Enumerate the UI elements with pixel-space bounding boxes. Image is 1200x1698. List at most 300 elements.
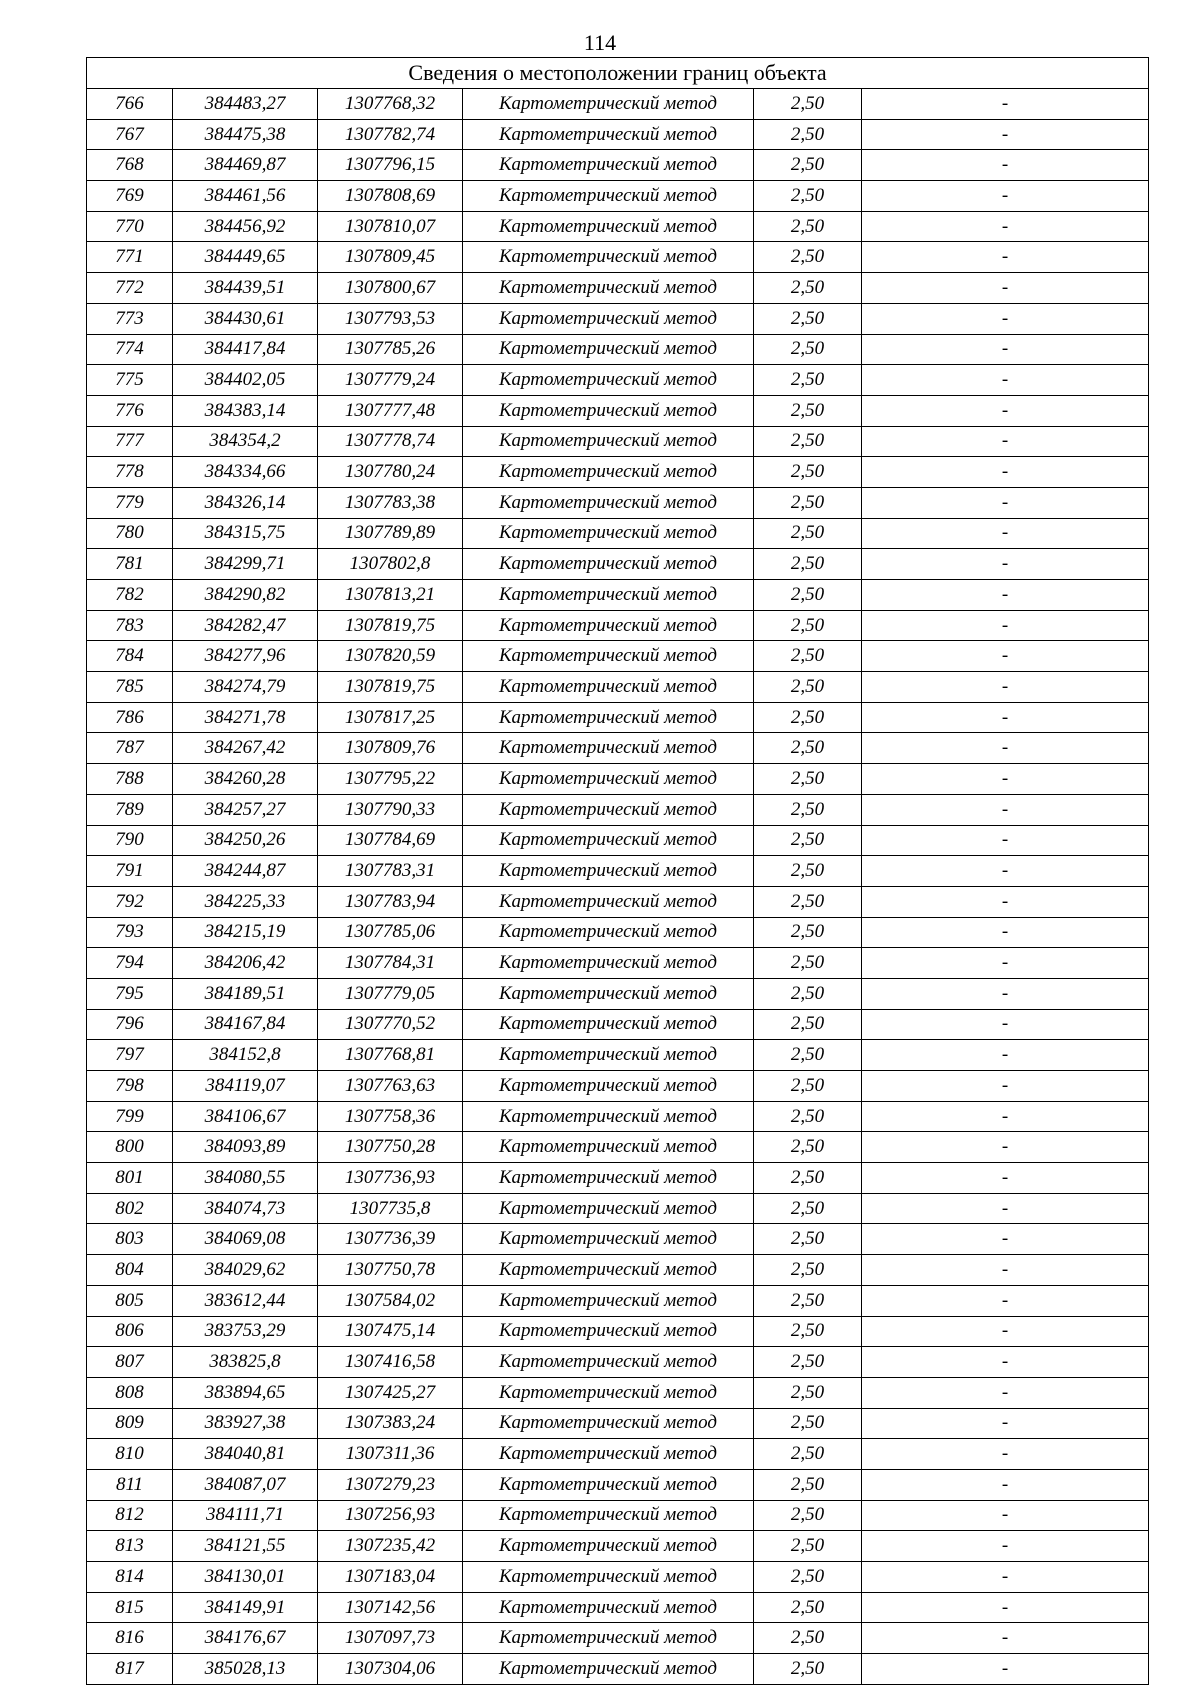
accuracy-cell: 2,50 [754,856,862,887]
table-row [87,89,1149,120]
table-row [87,1101,1149,1132]
table-row [87,1163,1149,1194]
method-cell: Картометрический метод [463,641,754,672]
description-cell: - [862,948,1149,979]
method-cell: Картометрический метод [463,1285,754,1316]
method-cell: Картометрический метод [463,886,754,917]
method-cell: Картометрический метод [463,917,754,948]
method-cell: Картометрический метод [463,1071,754,1102]
accuracy-cell: 2,50 [754,733,862,764]
method-cell: Картометрический метод [463,518,754,549]
accuracy-cell: 2,50 [754,426,862,457]
description-cell: - [862,549,1149,580]
description-cell: - [862,518,1149,549]
y-coordinate-cell: 1307780,24 [318,457,463,488]
accuracy-cell: 2,50 [754,181,862,212]
y-coordinate-cell: 1307783,31 [318,856,463,887]
description-cell: - [862,1408,1149,1439]
y-coordinate-cell: 1307809,45 [318,242,463,273]
method-cell: Картометрический метод [463,549,754,580]
method-cell: Картометрический метод [463,242,754,273]
x-coordinate-cell: 384069,08 [173,1224,318,1255]
point-number-cell: 785 [87,672,173,703]
table-row [87,1654,1149,1685]
description-cell: - [862,457,1149,488]
method-cell: Картометрический метод [463,610,754,641]
method-cell: Картометрический метод [463,1132,754,1163]
x-coordinate-cell: 384189,51 [173,978,318,1009]
description-cell: - [862,825,1149,856]
description-cell: - [862,181,1149,212]
description-cell: - [862,1562,1149,1593]
point-number-cell: 808 [87,1377,173,1408]
table-row [87,1439,1149,1470]
point-number-cell: 798 [87,1071,173,1102]
description-cell: - [862,1654,1149,1685]
y-coordinate-cell: 1307819,75 [318,672,463,703]
accuracy-cell: 2,50 [754,1009,862,1040]
y-coordinate-cell: 1307416,58 [318,1347,463,1378]
method-cell: Картометрический метод [463,119,754,150]
y-coordinate-cell: 1307810,07 [318,211,463,242]
x-coordinate-cell: 384315,75 [173,518,318,549]
point-number-cell: 795 [87,978,173,1009]
point-number-cell: 778 [87,457,173,488]
point-number-cell: 772 [87,273,173,304]
table-row [87,641,1149,672]
y-coordinate-cell: 1307142,56 [318,1592,463,1623]
table-row [87,672,1149,703]
description-cell: - [862,150,1149,181]
y-coordinate-cell: 1307809,76 [318,733,463,764]
point-number-cell: 791 [87,856,173,887]
y-coordinate-cell: 1307475,14 [318,1316,463,1347]
accuracy-cell: 2,50 [754,1101,862,1132]
y-coordinate-cell: 1307584,02 [318,1285,463,1316]
method-cell: Картометрический метод [463,1623,754,1654]
accuracy-cell: 2,50 [754,365,862,396]
description-cell: - [862,487,1149,518]
point-number-cell: 805 [87,1285,173,1316]
accuracy-cell: 2,50 [754,702,862,733]
description-cell: - [862,242,1149,273]
x-coordinate-cell: 384430,61 [173,303,318,334]
point-number-cell: 810 [87,1439,173,1470]
description-cell: - [862,856,1149,887]
method-cell: Картометрический метод [463,487,754,518]
accuracy-cell: 2,50 [754,1592,862,1623]
accuracy-cell: 2,50 [754,1193,862,1224]
point-number-cell: 790 [87,825,173,856]
method-cell: Картометрический метод [463,1531,754,1562]
description-cell: - [862,764,1149,795]
description-cell: - [862,1040,1149,1071]
x-coordinate-cell: 383753,29 [173,1316,318,1347]
accuracy-cell: 2,50 [754,825,862,856]
method-cell: Картометрический метод [463,1654,754,1685]
table-row [87,181,1149,212]
method-cell: Картометрический метод [463,1101,754,1132]
accuracy-cell: 2,50 [754,1439,862,1470]
point-number-cell: 809 [87,1408,173,1439]
page-number: 114 [583,30,617,55]
method-cell: Картометрический метод [463,764,754,795]
point-number-cell: 787 [87,733,173,764]
accuracy-cell: 2,50 [754,886,862,917]
accuracy-cell: 2,50 [754,1285,862,1316]
y-coordinate-cell: 1307779,24 [318,365,463,396]
x-coordinate-cell: 384029,62 [173,1255,318,1286]
point-number-cell: 782 [87,580,173,611]
x-coordinate-cell: 384282,47 [173,610,318,641]
description-cell: - [862,794,1149,825]
method-cell: Картометрический метод [463,303,754,334]
x-coordinate-cell: 384244,87 [173,856,318,887]
accuracy-cell: 2,50 [754,610,862,641]
table-title-row [87,58,1149,89]
method-cell: Картометрический метод [463,211,754,242]
point-number-cell: 780 [87,518,173,549]
x-coordinate-cell: 384483,27 [173,89,318,120]
y-coordinate-cell: 1307777,48 [318,395,463,426]
y-coordinate-cell: 1307750,78 [318,1255,463,1286]
method-cell: Картометрический метод [463,1224,754,1255]
y-coordinate-cell: 1307304,06 [318,1654,463,1685]
accuracy-cell: 2,50 [754,1531,862,1562]
y-coordinate-cell: 1307768,32 [318,89,463,120]
x-coordinate-cell: 384074,73 [173,1193,318,1224]
x-coordinate-cell: 384130,01 [173,1562,318,1593]
table-row [87,211,1149,242]
method-cell: Картометрический метод [463,1562,754,1593]
y-coordinate-cell: 1307817,25 [318,702,463,733]
y-coordinate-cell: 1307789,89 [318,518,463,549]
y-coordinate-cell: 1307802,8 [318,549,463,580]
x-coordinate-cell: 383825,8 [173,1347,318,1378]
method-cell: Картометрический метод [463,1439,754,1470]
x-coordinate-cell: 384277,96 [173,641,318,672]
y-coordinate-cell: 1307790,33 [318,794,463,825]
table-row [87,1562,1149,1593]
y-coordinate-cell: 1307768,81 [318,1040,463,1071]
accuracy-cell: 2,50 [754,1224,862,1255]
point-number-cell: 766 [87,89,173,120]
table-row [87,150,1149,181]
x-coordinate-cell: 384439,51 [173,273,318,304]
table-row [87,948,1149,979]
y-coordinate-cell: 1307383,24 [318,1408,463,1439]
description-cell: - [862,89,1149,120]
x-coordinate-cell: 384111,71 [173,1500,318,1531]
description-cell: - [862,365,1149,396]
point-number-cell: 806 [87,1316,173,1347]
y-coordinate-cell: 1307795,22 [318,764,463,795]
point-number-cell: 775 [87,365,173,396]
y-coordinate-cell: 1307750,28 [318,1132,463,1163]
point-number-cell: 784 [87,641,173,672]
accuracy-cell: 2,50 [754,395,862,426]
table-row [87,580,1149,611]
table-row [87,794,1149,825]
y-coordinate-cell: 1307779,05 [318,978,463,1009]
point-number-cell: 800 [87,1132,173,1163]
description-cell: - [862,1531,1149,1562]
description-cell: - [862,1009,1149,1040]
x-coordinate-cell: 383927,38 [173,1408,318,1439]
table-row [87,1071,1149,1102]
description-cell: - [862,580,1149,611]
accuracy-cell: 2,50 [754,978,862,1009]
y-coordinate-cell: 1307311,36 [318,1439,463,1470]
y-coordinate-cell: 1307770,52 [318,1009,463,1040]
point-number-cell: 802 [87,1193,173,1224]
accuracy-cell: 2,50 [754,211,862,242]
table-row [87,978,1149,1009]
point-number-cell: 771 [87,242,173,273]
point-number-cell: 770 [87,211,173,242]
accuracy-cell: 2,50 [754,89,862,120]
table-row [87,1592,1149,1623]
x-coordinate-cell: 384383,14 [173,395,318,426]
accuracy-cell: 2,50 [754,764,862,795]
description-cell: - [862,1071,1149,1102]
point-number-cell: 804 [87,1255,173,1286]
point-number-cell: 799 [87,1101,173,1132]
description-cell: - [862,1623,1149,1654]
method-cell: Картометрический метод [463,794,754,825]
method-cell: Картометрический метод [463,273,754,304]
method-cell: Картометрический метод [463,89,754,120]
description-cell: - [862,119,1149,150]
table-row [87,886,1149,917]
y-coordinate-cell: 1307783,38 [318,487,463,518]
table-row [87,365,1149,396]
point-number-cell: 768 [87,150,173,181]
point-number-cell: 776 [87,395,173,426]
method-cell: Картометрический метод [463,1009,754,1040]
table-row [87,549,1149,580]
y-coordinate-cell: 1307793,53 [318,303,463,334]
method-cell: Картометрический метод [463,365,754,396]
point-number-cell: 807 [87,1347,173,1378]
x-coordinate-cell: 384176,67 [173,1623,318,1654]
table-row [87,119,1149,150]
table-row [87,1040,1149,1071]
y-coordinate-cell: 1307758,36 [318,1101,463,1132]
y-coordinate-cell: 1307820,59 [318,641,463,672]
method-cell: Картометрический метод [463,334,754,365]
table-row [87,1009,1149,1040]
accuracy-cell: 2,50 [754,794,862,825]
description-cell: - [862,1592,1149,1623]
table-row [87,917,1149,948]
x-coordinate-cell: 384152,8 [173,1040,318,1071]
point-number-cell: 793 [87,917,173,948]
y-coordinate-cell: 1307784,69 [318,825,463,856]
accuracy-cell: 2,50 [754,672,862,703]
y-coordinate-cell: 1307735,8 [318,1193,463,1224]
table-row [87,242,1149,273]
accuracy-cell: 2,50 [754,917,862,948]
y-coordinate-cell: 1307425,27 [318,1377,463,1408]
point-number-cell: 815 [87,1592,173,1623]
table-row [87,1224,1149,1255]
accuracy-cell: 2,50 [754,1071,862,1102]
description-cell: - [862,1163,1149,1194]
method-cell: Картометрический метод [463,457,754,488]
table-row [87,426,1149,457]
table-body [87,89,1149,1685]
x-coordinate-cell: 384334,66 [173,457,318,488]
y-coordinate-cell: 1307778,74 [318,426,463,457]
point-number-cell: 794 [87,948,173,979]
description-cell: - [862,1347,1149,1378]
table-row [87,702,1149,733]
description-cell: - [862,1132,1149,1163]
method-cell: Картометрический метод [463,733,754,764]
accuracy-cell: 2,50 [754,150,862,181]
point-number-cell: 769 [87,181,173,212]
table-row [87,825,1149,856]
accuracy-cell: 2,50 [754,1132,862,1163]
description-cell: - [862,641,1149,672]
x-coordinate-cell: 384206,42 [173,948,318,979]
description-cell: - [862,1316,1149,1347]
table-row [87,1408,1149,1439]
table-row [87,733,1149,764]
description-cell: - [862,1285,1149,1316]
point-number-cell: 781 [87,549,173,580]
table-row [87,334,1149,365]
y-coordinate-cell: 1307808,69 [318,181,463,212]
method-cell: Картометрический метод [463,580,754,611]
accuracy-cell: 2,50 [754,641,862,672]
accuracy-cell: 2,50 [754,119,862,150]
accuracy-cell: 2,50 [754,334,862,365]
point-number-cell: 801 [87,1163,173,1194]
x-coordinate-cell: 384461,56 [173,181,318,212]
description-cell: - [862,1500,1149,1531]
y-coordinate-cell: 1307736,39 [318,1224,463,1255]
x-coordinate-cell: 384417,84 [173,334,318,365]
y-coordinate-cell: 1307819,75 [318,610,463,641]
x-coordinate-cell: 384149,91 [173,1592,318,1623]
y-coordinate-cell: 1307763,63 [318,1071,463,1102]
point-number-cell: 783 [87,610,173,641]
y-coordinate-cell: 1307785,06 [318,917,463,948]
accuracy-cell: 2,50 [754,1347,862,1378]
description-cell: - [862,395,1149,426]
description-cell: - [862,211,1149,242]
y-coordinate-cell: 1307813,21 [318,580,463,611]
method-cell: Картометрический метод [463,948,754,979]
accuracy-cell: 2,50 [754,242,862,273]
x-coordinate-cell: 384290,82 [173,580,318,611]
description-cell: - [862,1193,1149,1224]
point-number-cell: 773 [87,303,173,334]
description-cell: - [862,1255,1149,1286]
accuracy-cell: 2,50 [754,1377,862,1408]
point-number-cell: 797 [87,1040,173,1071]
method-cell: Картометрический метод [463,1347,754,1378]
accuracy-cell: 2,50 [754,487,862,518]
method-cell: Картометрический метод [463,1592,754,1623]
x-coordinate-cell: 384402,05 [173,365,318,396]
point-number-cell: 816 [87,1623,173,1654]
description-cell: - [862,733,1149,764]
method-cell: Картометрический метод [463,1377,754,1408]
y-coordinate-cell: 1307279,23 [318,1469,463,1500]
table-row [87,1316,1149,1347]
x-coordinate-cell: 384354,2 [173,426,318,457]
method-cell: Картометрический метод [463,1255,754,1286]
y-coordinate-cell: 1307235,42 [318,1531,463,1562]
x-coordinate-cell: 383894,65 [173,1377,318,1408]
x-coordinate-cell: 384299,71 [173,549,318,580]
y-coordinate-cell: 1307796,15 [318,150,463,181]
method-cell: Картометрический метод [463,1193,754,1224]
accuracy-cell: 2,50 [754,1316,862,1347]
x-coordinate-cell: 384326,14 [173,487,318,518]
table-row [87,395,1149,426]
x-coordinate-cell: 384121,55 [173,1531,318,1562]
table-row [87,856,1149,887]
description-cell: - [862,672,1149,703]
x-coordinate-cell: 384267,42 [173,733,318,764]
x-coordinate-cell: 384274,79 [173,672,318,703]
point-number-cell: 817 [87,1654,173,1685]
accuracy-cell: 2,50 [754,1163,862,1194]
accuracy-cell: 2,50 [754,1408,862,1439]
table-row [87,610,1149,641]
x-coordinate-cell: 384456,92 [173,211,318,242]
table-row [87,1285,1149,1316]
table-row [87,1193,1149,1224]
table-row [87,457,1149,488]
table-row [87,1132,1149,1163]
accuracy-cell: 2,50 [754,1255,862,1286]
x-coordinate-cell: 384080,55 [173,1163,318,1194]
description-cell: - [862,917,1149,948]
accuracy-cell: 2,50 [754,457,862,488]
point-number-cell: 812 [87,1500,173,1531]
description-cell: - [862,1101,1149,1132]
point-number-cell: 779 [87,487,173,518]
method-cell: Картометрический метод [463,672,754,703]
y-coordinate-cell: 1307784,31 [318,948,463,979]
point-number-cell: 767 [87,119,173,150]
point-number-cell: 803 [87,1224,173,1255]
point-number-cell: 811 [87,1469,173,1500]
method-cell: Картометрический метод [463,1163,754,1194]
description-cell: - [862,303,1149,334]
accuracy-cell: 2,50 [754,1562,862,1593]
table-title: Сведения о местоположении границ объекта [87,58,1149,89]
table-row [87,1469,1149,1500]
accuracy-cell: 2,50 [754,1469,862,1500]
method-cell: Картометрический метод [463,181,754,212]
accuracy-cell: 2,50 [754,1623,862,1654]
x-coordinate-cell: 384260,28 [173,764,318,795]
y-coordinate-cell: 1307783,94 [318,886,463,917]
x-coordinate-cell: 384167,84 [173,1009,318,1040]
accuracy-cell: 2,50 [754,1040,862,1071]
table-row [87,487,1149,518]
accuracy-cell: 2,50 [754,273,862,304]
y-coordinate-cell: 1307782,74 [318,119,463,150]
description-cell: - [862,273,1149,304]
method-cell: Картометрический метод [463,1469,754,1500]
